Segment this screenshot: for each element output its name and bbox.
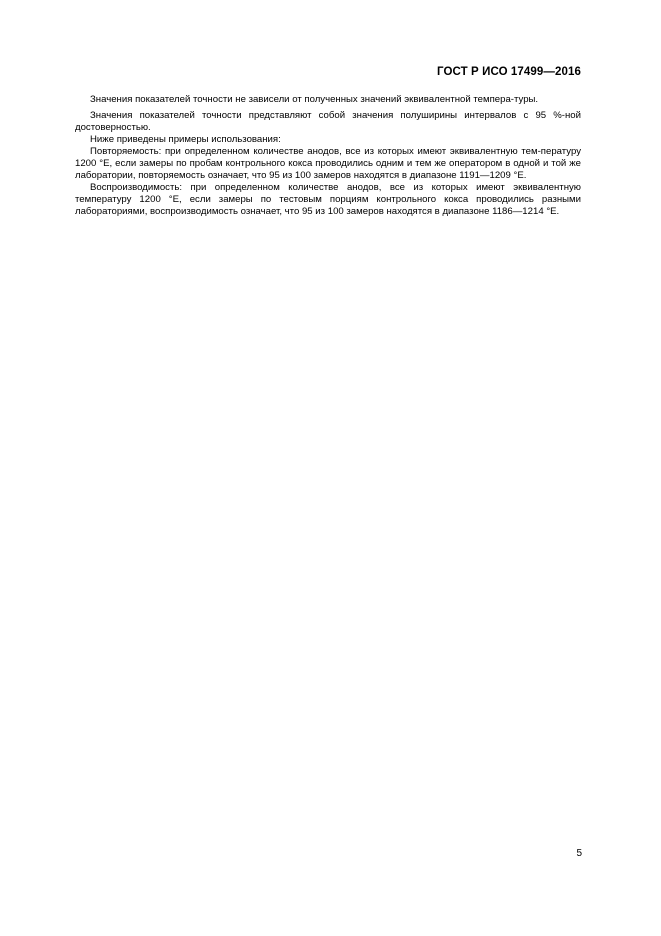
- paragraph-half-width-intervals: Значения показателей точности представляют собой значения полуширины интервалов с 95 %-ной достоверностью.: [75, 110, 581, 133]
- page-number: 5: [576, 848, 582, 859]
- body-text: [75, 94, 581, 218]
- standard-code-header: ГОСТ Р ИСО 17499—2016: [436, 66, 581, 78]
- paragraph-examples-intro: Ниже приведены примеры использования:: [90, 134, 281, 145]
- paragraph-precision-independence: Значения показателей точности не зависели от полученных значений эквивалентной темпера-туры.: [90, 94, 539, 105]
- paragraph-reproducibility: Воспроизводимость: при определенном количестве анодов, все из которых имеют эквивалентную температуру 1200 °Е, если замеры по тестовым порциям контрольного кокса проводились разными лабораториями, воспроизводимость означает, что 95 из 100 замеров находятся в диапазоне 1186—1214 °Е.: [75, 182, 581, 217]
- paragraph-repeatability: Повторяемость: при определенном количестве анодов, все из которых имеют эквивалентную тем-пературу 1200 °Е, если замеры по пробам контрольного кокса проводились одним и тем же оператором в одной и той же лаборатории, повторяемость означает, что 95 из 100 замеров находятся в диапазоне 1191—1209 °Е.: [75, 146, 581, 181]
